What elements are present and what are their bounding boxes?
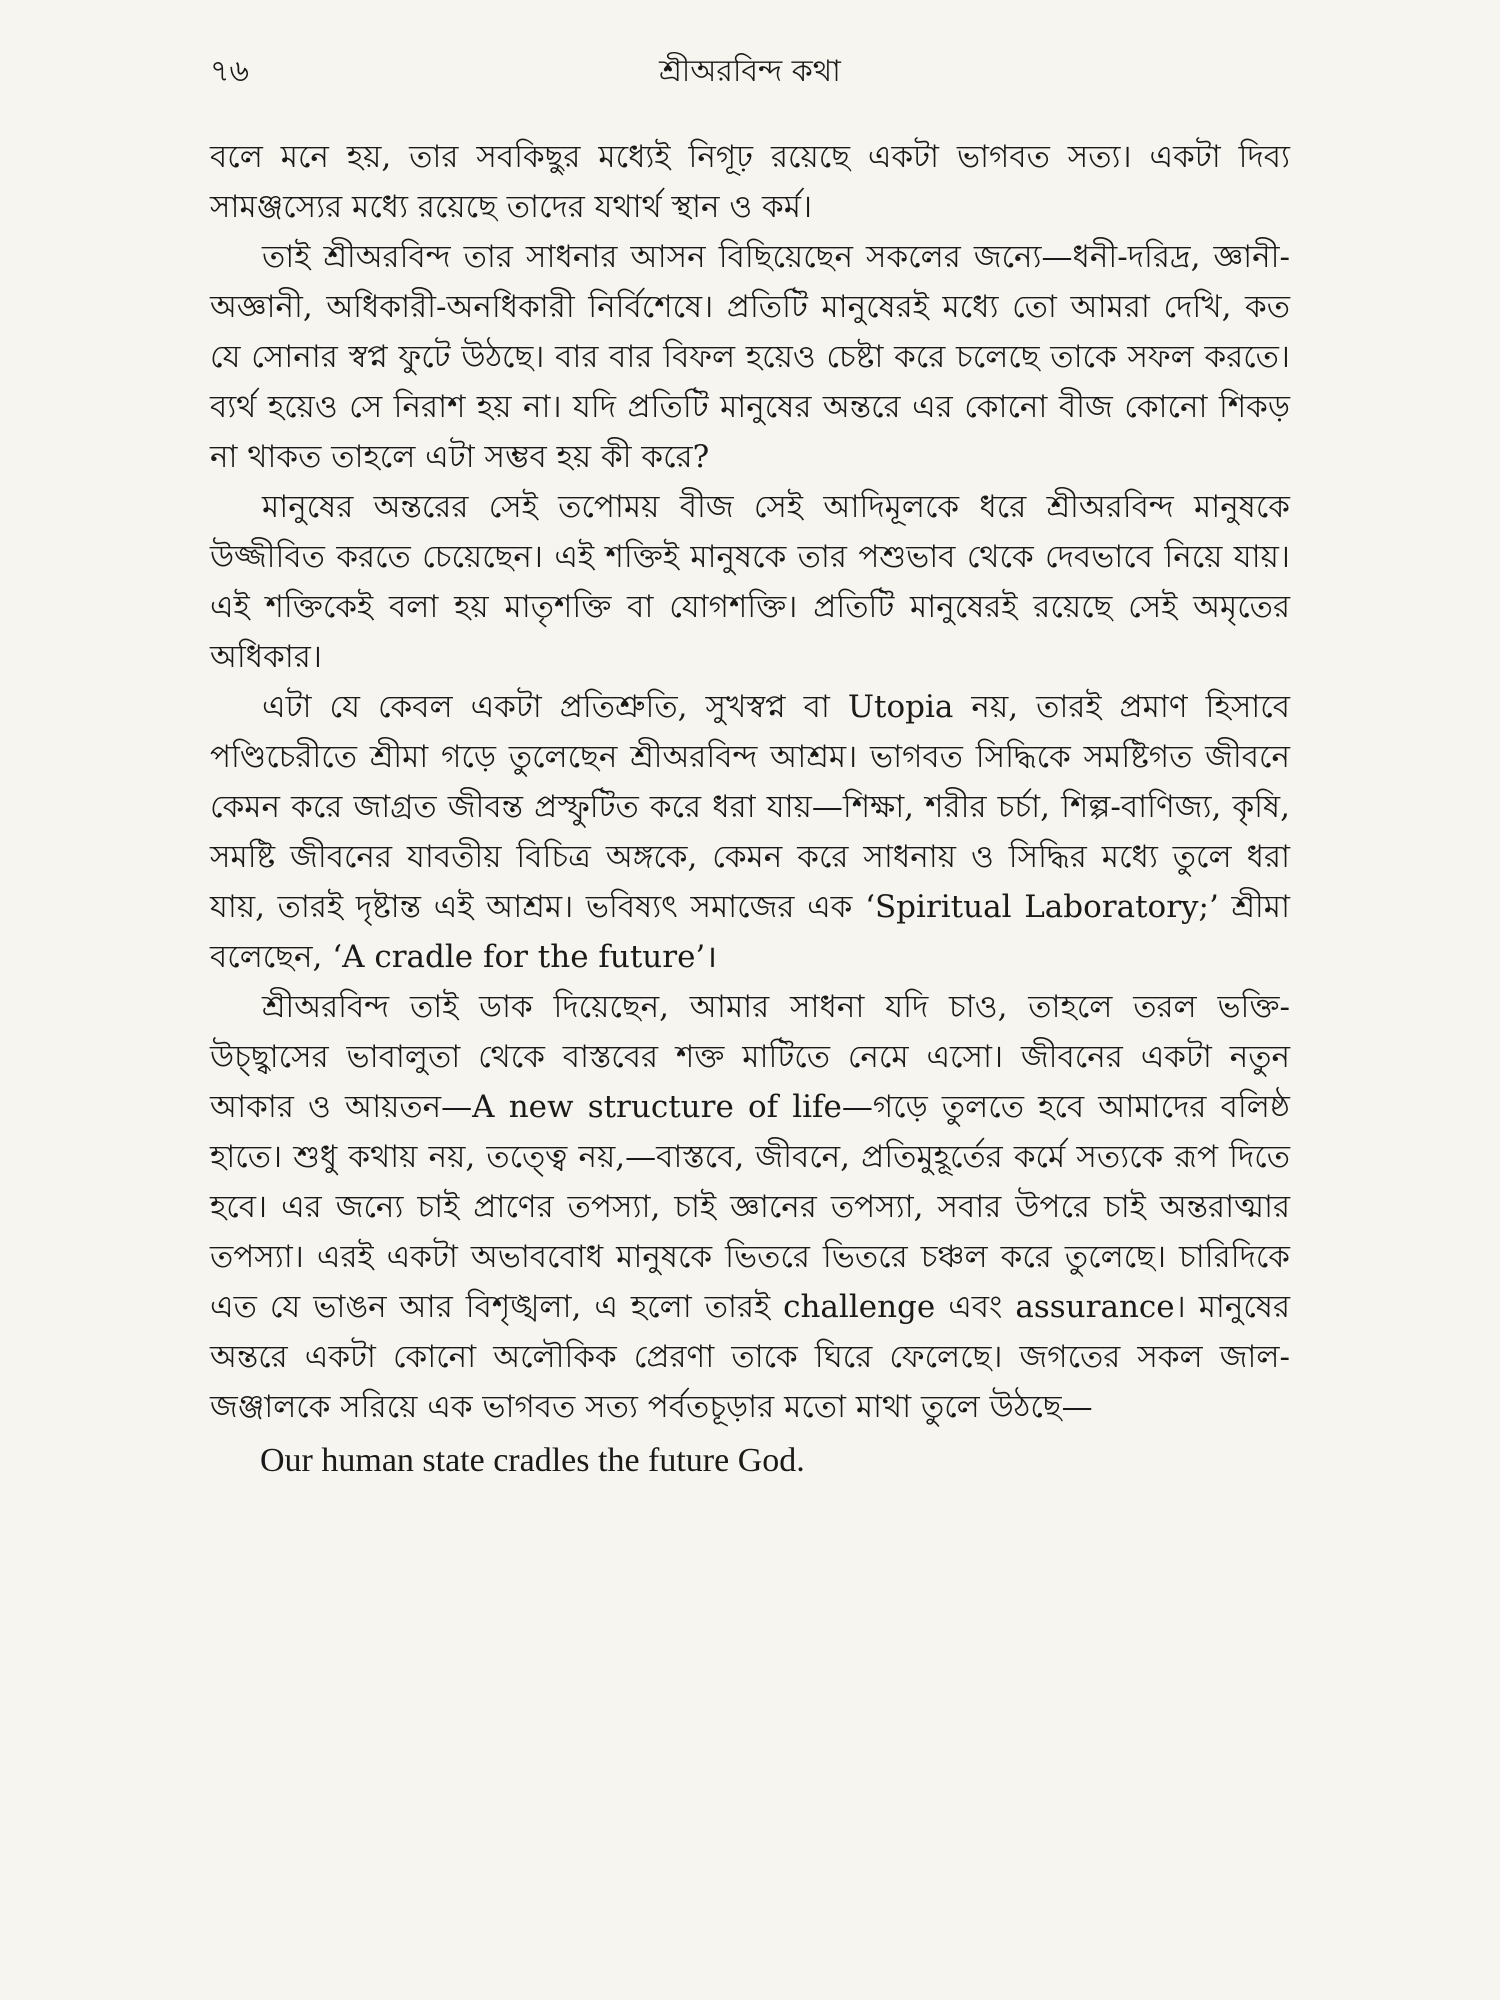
paragraph-2: তাই শ্রীঅরবিন্দ তার সাধনার আসন বিছিয়েছেন সকলের জন্যে—ধনী-দরিদ্র, জ্ঞানী-অজ্ঞানী, অধিকারী-অনধিকারী নির্বিশেষে। প্রতিটি মানুষেরই মধ্যে তো আমরা দেখি, কত যে সোনার স্বপ্ন ফুটে উঠছে। বার বার বিফল হয়েও চেষ্টা করে চলেছে তাকে সফল করতে। ব্যর্থ হয়েও সে নিরাশ হয় না। যদি প্রতিটি মানুষের অন্তরে এর কোনো বীজ কোনো শিকড় না থাকত তাহলে এটা সম্ভব হয় কী করে? (210, 239, 1290, 475)
paragraph-4: এটা যে কেবল একটা প্রতিশ্রুতি, সুখস্বপ্ন বা Utopia নয়, তারই প্রমাণ হিসাবে পণ্ডিচেরীতে শ্রীমা গড়ে তুলেছেন শ্রীঅরবিন্দ আশ্রম। ভাগবত সিদ্ধিকে সমষ্টিগত জীবনে কেমন করে জাগ্রত জীবন্ত প্রস্ফুটিত করে ধরা যায়—শিক্ষা, শরীর চর্চা, শিল্প-বাণিজ্য, কৃষি, সমষ্টি জীবনের যাবতীয় বিচিত্র অঙ্গকে, কেমন করে সাধনায় ও সিদ্ধির মধ্যে তুলে ধরা যায়, তারই দৃষ্টান্ত এই আশ্রম। ভবিষ্যৎ সমাজের এক ‘Spiritual Laboratory;’ শ্রীমা বলেছেন, ‘A cradle for the future’। (210, 689, 1290, 975)
running-title: শ্রীঅরবিন্দ কথা (659, 54, 841, 89)
page-number: ৭৬ (210, 54, 250, 89)
paragraph-5: শ্রীঅরবিন্দ তাই ডাক দিয়েছেন, আমার সাধনা যদি চাও, তাহলে তরল ভক্তি-উচ্ছ্বাসের ভাবালুতা থেকে বাস্তবের শক্ত মাটিতে নেমে এসো। জীবনের একটা নতুন আকার ও আয়তন—A new structure of life—গড়ে তুলতে হবে আমাদের বলিষ্ঠ হাতে। শুধু কথায় নয়, তত্ত্বে নয়,—বাস্তবে, জীবনে, প্রতিমুহূর্তের কর্মে সত্যকে রূপ দিতে হবে। এর জন্যে চাই প্রাণের তপস্যা, চাই জ্ঞানের তপস্যা, সবার উপরে চাই অন্তরাত্মার তপস্যা। এরই একটা অভাববোধ মানুষকে ভিতরে ভিতরে চঞ্চল করে তুলেছে। চারিদিকে এত যে ভাঙন আর বিশৃঙ্খলা, এ হলো তারই challenge এবং assurance। মানুষের অন্তরে একটা কোনো অলৌকিক প্রেরণা তাকে ঘিরে ফেলেছে। জগতের সকল জাল-জঞ্জালকে সরিয়ে এক ভাগবত সত্য পর্বতচূড়ার মতো মাথা তুলে উঠছে— (210, 989, 1290, 1425)
paragraph-3: মানুষের অন্তরের সেই তপোময় বীজ সেই আদিমূলকে ধরে শ্রীঅরবিন্দ মানুষকে উজ্জীবিত করতে চেয়েছেন। এই শক্তিই মানুষকে তার পশুভাব থেকে দেবভাবে নিয়ে যায়। এই শক্তিকেই বলা হয় মাতৃশক্তি বা যোগশক্তি। প্রতিটি মানুষেরই রয়েছে সেই অমৃতের অধিকার। (210, 489, 1290, 675)
paragraph-1: বলে মনে হয়, তার সবকিছুর মধ্যেই নিগূঢ় রয়েছে একটা ভাগবত সত্য। একটা দিব্য সামঞ্জস্যের মধ্যে রয়েছে তাদের যথার্থ স্থান ও কর্ম। (210, 139, 1290, 225)
body-text (210, 132, 1290, 1486)
closing-quote: Our human state cradles the future God. (260, 1442, 805, 1479)
page-header (210, 52, 1290, 92)
